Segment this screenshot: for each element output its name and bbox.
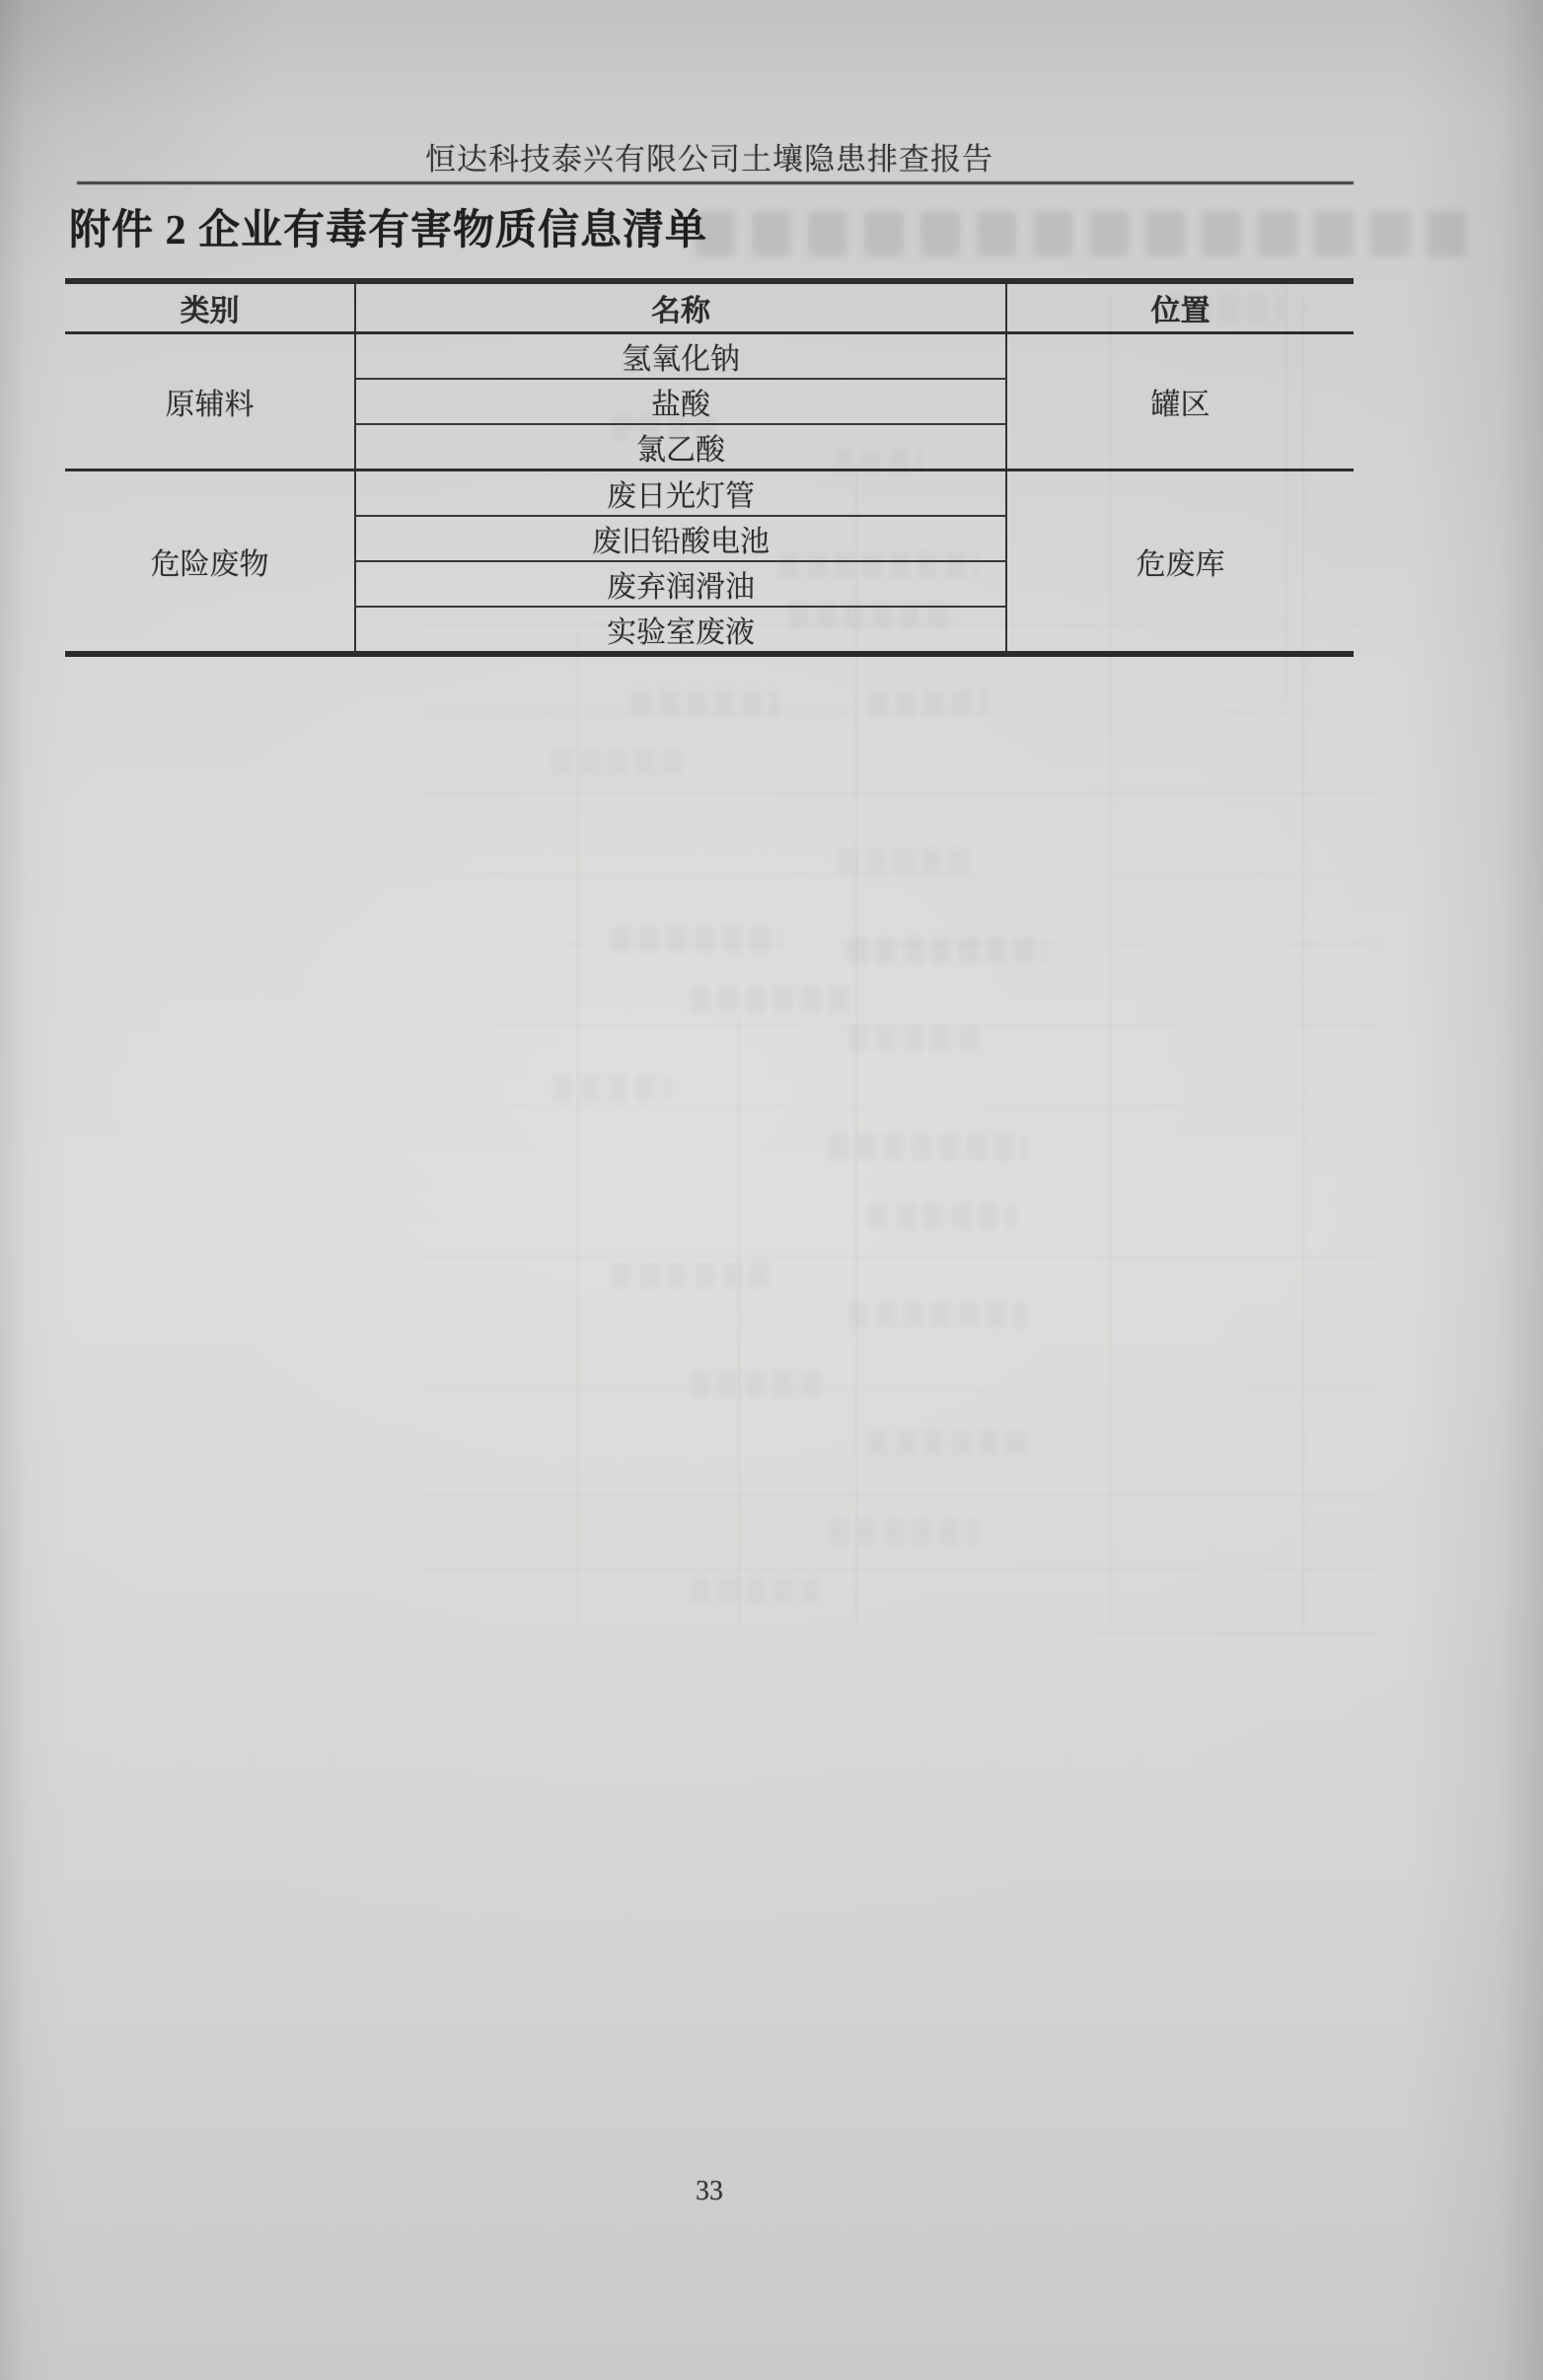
bleedthrough-artifact	[848, 1026, 987, 1051]
bleedthrough-artifact	[424, 1256, 1381, 1258]
bleedthrough-artifact	[631, 690, 779, 716]
bleedthrough-artifact	[848, 1302, 1026, 1328]
column-header-name: 名称	[355, 281, 1006, 333]
bleedthrough-artifact	[829, 1134, 1026, 1160]
bleedthrough-artifact	[612, 927, 779, 953]
category-cell: 原辅料	[65, 333, 355, 470]
table-row	[65, 333, 1354, 380]
bleedthrough-artifact	[424, 1494, 1381, 1496]
bleedthrough-artifact	[424, 1632, 1381, 1634]
bleedthrough-artifact	[829, 1519, 977, 1545]
page-number: 33	[696, 2176, 723, 2206]
name-cell: 废弃润滑油	[355, 561, 1006, 607]
bleedthrough-artifact	[738, 1016, 740, 1627]
name-cell: 实验室废液	[355, 607, 1006, 654]
page-title: 附件 2 企业有毒有害物质信息清单	[69, 208, 708, 253]
location-cell: 危废库	[1136, 548, 1225, 581]
bleedthrough-artifact	[424, 1388, 1381, 1390]
running-header: 恒达科技泰兴有限公司土壤隐患排查报告	[425, 142, 993, 177]
substance-table	[65, 278, 1354, 657]
bleedthrough-artifact	[577, 631, 579, 1627]
location-cell: 罐区	[1006, 333, 1354, 470]
bleedthrough-artifact	[696, 211, 1473, 256]
table-row	[65, 470, 1354, 517]
name-cell: 氢氧化钠	[355, 333, 1006, 380]
bleedthrough-artifact	[839, 848, 977, 874]
bleedthrough-artifact	[691, 986, 848, 1012]
bleedthrough-artifact	[552, 1075, 671, 1101]
bleedthrough-artifact	[868, 1203, 1016, 1229]
bleedthrough-artifact	[552, 750, 681, 775]
bleedthrough-artifact	[424, 793, 1381, 795]
name-cell: 废旧铅酸电池	[355, 516, 1006, 561]
header-divider-line	[77, 181, 1354, 184]
bleedthrough-artifact	[868, 1430, 1036, 1456]
name-cell: 废日光灯管	[355, 470, 1006, 517]
bleedthrough-artifact	[424, 1569, 1381, 1571]
table-header-row	[65, 281, 1354, 333]
bleedthrough-artifact	[424, 874, 1381, 876]
name-cell: 盐酸	[355, 379, 1006, 424]
name-cell: 氯乙酸	[355, 424, 1006, 470]
bleedthrough-artifact	[848, 937, 1046, 963]
bleedthrough-artifact	[424, 1025, 1381, 1027]
column-header-location: 位置	[1006, 281, 1354, 333]
bleedthrough-artifact	[612, 1262, 770, 1288]
bleedthrough-artifact	[424, 943, 1381, 945]
bleedthrough-artifact	[868, 690, 987, 716]
category-cell: 危险废物	[150, 548, 269, 581]
bleedthrough-artifact	[424, 1106, 1381, 1108]
column-header-category: 类别	[65, 281, 355, 333]
bleedthrough-artifact	[691, 1371, 829, 1397]
bleedthrough-artifact	[691, 1578, 819, 1604]
bleedthrough-artifact	[424, 711, 1381, 713]
